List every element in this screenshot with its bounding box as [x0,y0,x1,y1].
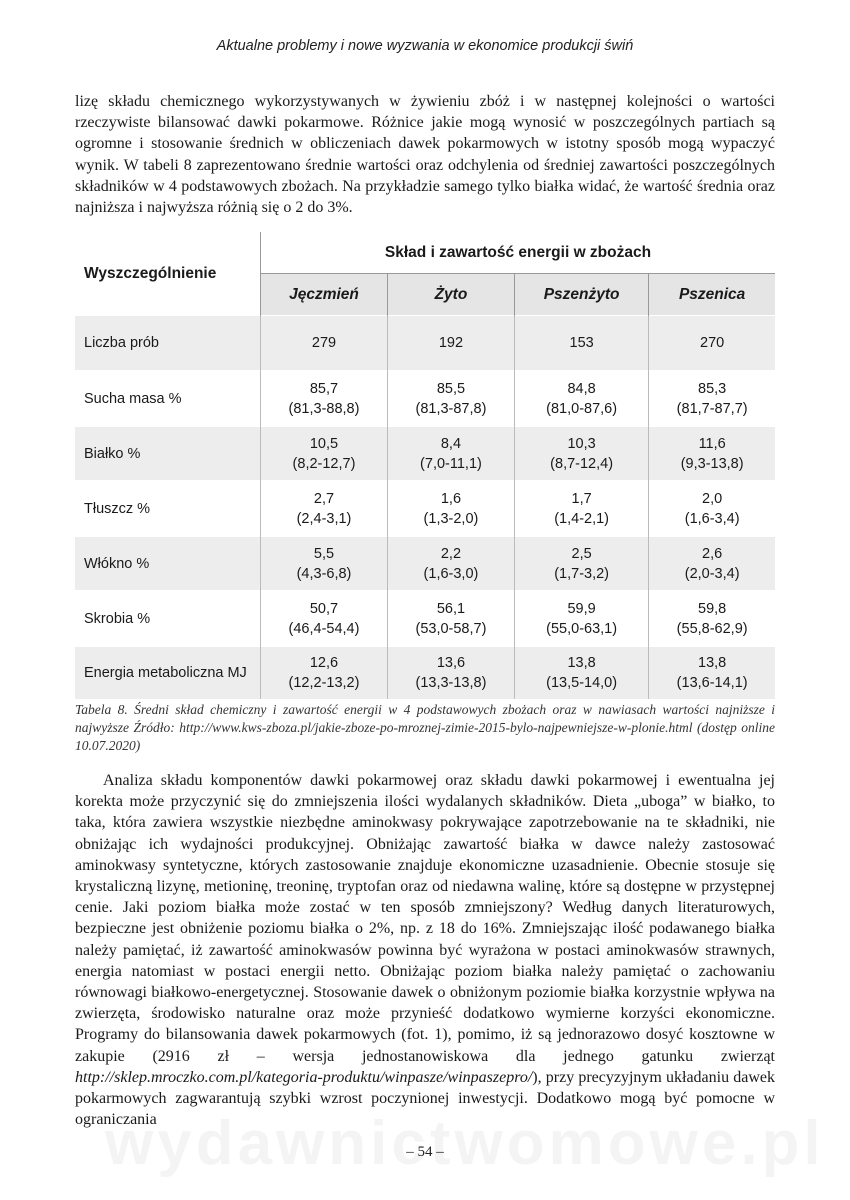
table-cell [649,481,775,537]
table-row [75,537,775,591]
cell-mean-value: 1,7 [571,490,592,507]
table-cell [387,537,514,591]
table-cell [387,481,514,537]
cell-range-value: (4,3-6,8) [296,565,352,582]
cell-mean-value: 270 [700,335,725,351]
cell-mean-value: 5,5 [313,545,335,562]
table-row [75,591,775,647]
cell-mean-value: 13,8 [567,654,596,671]
table-row [75,481,775,537]
cell-range-value: (13,6-14,1) [676,674,748,691]
cell-range-value: (1,6-3,0) [423,565,479,582]
column-header: Żyto [387,274,514,316]
cell-range-value: (53,0-58,7) [415,620,487,637]
cell-mean-value: 85,7 [309,380,339,397]
table-row [75,427,775,481]
row-label: Włókno % [75,537,261,591]
table-cell [261,481,388,537]
cell-range-value: (13,5-14,0) [546,674,618,691]
table-cell [649,537,775,591]
cell-range-value: (8,2-12,7) [292,455,356,472]
table-cell [514,481,648,537]
cell-range-value: (55,0-63,1) [546,620,618,637]
row-label: Białko % [75,427,261,481]
table-cell [387,371,514,427]
row-header-label: Wyszczególnienie [75,232,261,316]
table-cell [649,427,775,481]
row-label: Liczba prób [75,316,261,371]
table-cell [649,647,775,699]
cell-mean-value: 85,3 [698,380,727,397]
intro-paragraph: lizę składu chemicznego wykorzystywanych w żywieniu zbóż i w następnej kolejności o wartości rzeczywiste bilansować dawki pokarmowe. Różnice jakie mogą wynosić w poszczególnych partiach są ogromne i stosowanie średnich w obliczeniach dawek pokarmowych w istotny sposób mogą wypaczyć wynik. W tabeli 8 zaprezentowano średnie wartości oraz odchylenia od średniej zawartości poszczególnych składników w 4 podstawowych zbożach. Na przykładzie samego tylko białka widać, że wartość średnia oraz najniższa i najwyższa różnią się o 2 do 3%. [75,93,775,217]
cell-range-value: (81,3-87,8) [415,400,487,417]
column-header: Pszenżyto [514,274,648,316]
cell-mean-value: 153 [569,335,594,351]
column-header: Jęczmień [261,274,388,316]
grain-composition-table [75,232,775,699]
table-cell [514,537,648,591]
table-cell [514,371,648,427]
table-cell [514,591,648,647]
table-cell [261,647,388,699]
paragraph-text-end: ), przy precyzyjnym układaniu dawek pokarmowych zagwarantują szybki wzrost poczynionej inwestycji. Dodatkowo mogą być pomocne w ograniczania [75,1068,775,1129]
cell-mean-value: 10,5 [309,435,339,452]
paragraph-text: Analiza składu komponentów dawki pokarmowej oraz składu dawki pokarmowej i ewentualna jej korekta może przyczynić się do zmniejszenia ilości wydalanych składników. Dieta „uboga” w białko, to taka, która zawiera wszystkie niezbędne aminokwasy pokrywające zapotrzebowanie na te składniki, nie obniżając ich wydajności produkcyjnej. Obniżając zawartość białka w dawce należy zastosować aminokwasy syntetyczne, których zastosowanie znajduje ekonomiczne uzasadnienie. Obecnie stosuje się krystaliczną lizynę, metioninę, treoninę, tryptofan oraz od niedawna walinę, które są dostępne w przystępnej cenie. Jaki poziom białka może zostać w ten sposób zmniejszony? Według danych literaturowych, bezpieczne jest obniżenie poziomu białka o 2%, np. z 18 do 16%. Zmniejszając ilość podawanego białka należy pamiętać, iż zawartość aminokwasów powinna być wyrażona w postaci aminokwasów strawnych, energia natomiast w postaci energii netto. Obniżając poziom białka należy pamiętać o zachowaniu równowagi białkowo-energetycznej. Stosowanie dawek o obniżonym poziomie białka korzystnie wpływa na zwierzęta, środowisko naturalne oraz może przynieść dodatkowo wymierne korzyści ekonomiczne. Programy do bilansowania dawek pokarmowych (fot. 1), pomimo, iż są jednorazowo dosyć kosztowne w zakupie (2916 zł – wersja jednostanowiskowa dla jednego gatunku zwierząt [75,772,775,1065]
shop-link-text: http://sklep.mroczko.com.pl/kategoria-produktu/winpasze/winpaszepro/ [75,1068,533,1086]
table-cell [387,647,514,699]
column-header: Pszenica [649,274,775,316]
table-cell [514,647,648,699]
table-body [75,316,775,699]
table-cell [514,316,648,371]
row-label: Energia metaboliczna MJ [75,647,261,699]
cell-mean-value: 2,2 [440,545,462,562]
cell-mean-value: 12,6 [309,654,339,671]
table-cell [514,427,648,481]
table-cell [387,316,514,371]
table-cell [649,316,775,371]
cell-mean-value: 279 [311,335,337,351]
page-number: – 54 – [406,1144,444,1160]
table-row [75,371,775,427]
table-cell [261,316,388,371]
cell-range-value: (55,8-62,9) [676,620,748,637]
cell-range-value: (46,4-54,4) [288,620,360,637]
table-cell [649,371,775,427]
running-head: Aktualne problemy i nowe wyzwania w ekonomice produkcji świń [216,38,634,54]
row-label: Skrobia % [75,591,261,647]
cell-range-value: (1,6-3,4) [684,510,740,527]
cell-mean-value: 2,7 [313,490,335,507]
cell-mean-value: 13,8 [698,654,727,671]
cell-mean-value: 8,4 [440,435,462,452]
table-cell [649,591,775,647]
group-title: Skład i zawartość energii w zbożach [261,232,776,274]
cell-range-value: (1,3-2,0) [423,510,479,527]
cell-mean-value: 13,6 [436,654,466,671]
cell-mean-value: 2,6 [702,545,723,562]
cell-mean-value: 1,6 [440,490,462,507]
cell-range-value: (12,2-13,2) [288,674,360,691]
table-cell [387,591,514,647]
table-cell [261,427,388,481]
cell-mean-value: 85,5 [436,380,466,397]
cell-range-value: (7,0-11,1) [420,455,482,472]
cell-mean-value: 2,5 [571,545,592,562]
table-cell [261,537,388,591]
cell-mean-value: 56,1 [436,600,466,617]
cell-range-value: (2,4-3,1) [296,510,352,527]
cell-range-value: (2,0-3,4) [684,565,740,582]
cell-range-value: (9,3-13,8) [680,455,744,472]
cell-mean-value: 59,8 [698,600,727,617]
cell-mean-value: 50,7 [309,600,339,617]
table-cell [387,427,514,481]
row-label: Tłuszcz % [75,481,261,537]
table-cell [261,591,388,647]
cell-mean-value: 2,0 [702,490,723,507]
row-label: Sucha masa % [75,371,261,427]
cell-mean-value: 11,6 [698,435,726,452]
cell-mean-value: 84,8 [567,380,596,397]
table-row [75,647,775,699]
cell-mean-value: 192 [438,335,464,351]
cell-mean-value: 10,3 [567,435,596,452]
cell-range-value: (81,0-87,6) [546,400,618,417]
cell-range-value: (81,7-87,7) [676,400,748,417]
body-paragraph [75,770,775,1130]
cell-range-value: (1,7-3,2) [554,565,610,582]
table-cell [261,371,388,427]
table-row [75,316,775,371]
cell-range-value: (81,3-88,8) [288,400,360,417]
cell-mean-value: 59,9 [567,600,596,617]
cell-range-value: (1,4-2,1) [554,510,610,527]
cell-range-value: (8,7-12,4) [550,455,614,472]
cell-range-value: (13,3-13,8) [415,674,487,691]
table-caption: Tabela 8. Średni skład chemiczny i zawartość energii w 4 podstawowych zbożach oraz w nawiasach wartości najniższe i najwyższe Źródło: http://www.kws-zboza.pl/jakie-zboze-po-mroznej-zimie-2015-bylo-najpewniejsze-w-plonie.html (dostęp online 10.07.2020) [75,702,775,753]
